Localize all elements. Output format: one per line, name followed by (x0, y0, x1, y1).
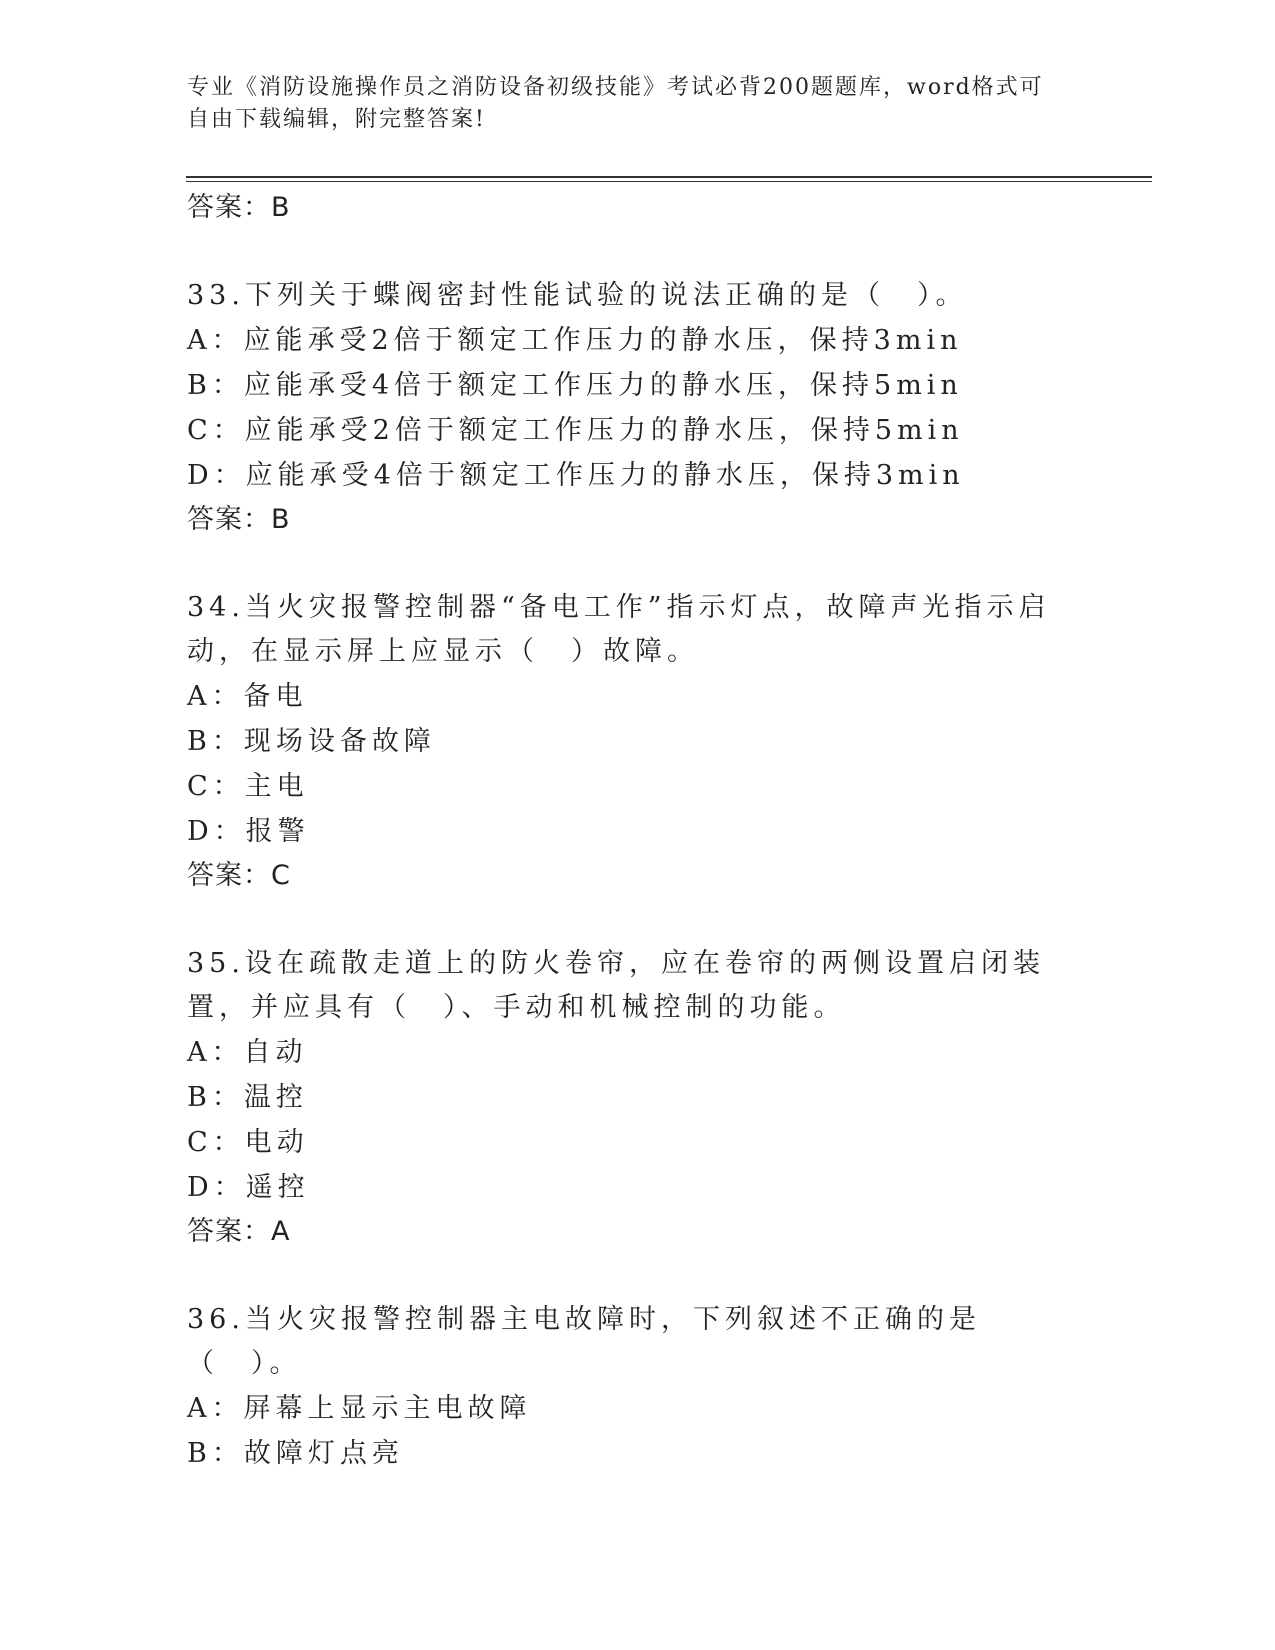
question-stem: 33.下列关于蝶阀密封性能试验的说法正确的是（ ）。 (187, 280, 968, 311)
option-b: B：温控 (187, 1082, 308, 1113)
option-c: C：电动 (187, 1127, 309, 1158)
header-title-line-1: 专业《消防设施操作员之消防设备初级技能》考试必背200题题库，word格式可 (187, 75, 1044, 100)
option-a: A：备电 (187, 681, 308, 712)
option-a: A：自动 (187, 1037, 308, 1068)
question-stem: 35.设在疏散走道上的防火卷帘，应在卷帘的两侧设置启闭装置，并应具有（ ）、手动和机械控制的功能。 (187, 948, 1045, 1023)
option-b: B：应能承受4倍于额定工作压力的静水压，保持5min (187, 370, 963, 401)
option-c: C：主电 (187, 771, 309, 802)
header-divider (186, 176, 1152, 182)
question-answer: 答案：A (187, 1216, 291, 1247)
previous-answer: 答案：B (187, 192, 291, 223)
question-answer: 答案：B (187, 504, 291, 535)
option-b: B：故障灯点亮 (187, 1438, 404, 1469)
question-stem: 34.当火灾报警控制器“备电工作”指示灯点，故障声光指示启动，在显示屏上应显示（ ）故障。 (187, 592, 1051, 667)
header-title-line-2: 自由下载编辑，附完整答案! (187, 107, 486, 132)
option-c: C：应能承受2倍于额定工作压力的静水压，保持5min (187, 415, 964, 446)
question-answer: 答案：C (187, 860, 291, 891)
document-header (187, 72, 1077, 136)
option-d: D：遥控 (187, 1172, 310, 1203)
option-a: A：屏幕上显示主电故障 (187, 1393, 532, 1424)
option-d: D：报警 (187, 816, 310, 847)
question-list (187, 186, 1087, 1476)
question-35 (187, 942, 1087, 1254)
option-d: D：应能承受4倍于额定工作压力的静水压，保持3min (187, 460, 965, 491)
option-b: B：现场设备故障 (187, 726, 436, 757)
option-a: A：应能承受2倍于额定工作压力的静水压，保持3min (187, 325, 963, 356)
question-34 (187, 586, 1087, 898)
question-stem: 36.当火灾报警控制器主电故障时，下列叙述不正确的是（ ）。 (187, 1304, 981, 1379)
question-33 (187, 274, 1087, 542)
question-36 (187, 1298, 1087, 1476)
